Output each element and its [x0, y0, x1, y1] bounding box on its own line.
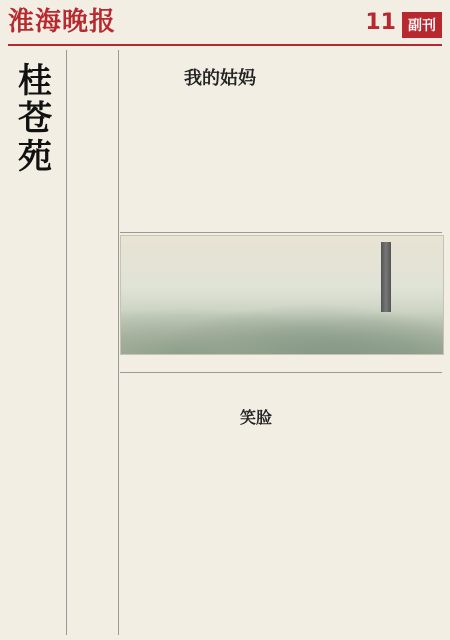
section-tag: 副刊 [402, 12, 442, 38]
page-number: 11 [365, 10, 396, 35]
newspaper-logo: 淮海晚报 [8, 7, 117, 37]
article-title: 笑脸 [239, 408, 272, 427]
article-title: 我的姑妈 [184, 68, 256, 89]
column-divider [66, 50, 67, 635]
pagoda-shape [381, 242, 391, 312]
column-divider [118, 50, 119, 635]
landscape-painting-image [120, 235, 444, 355]
masthead [8, 6, 442, 46]
mountain-shape [121, 294, 443, 354]
column-vertical-title: 桂苍苑 [18, 61, 52, 177]
section-divider [120, 232, 442, 233]
section-divider [120, 372, 442, 373]
